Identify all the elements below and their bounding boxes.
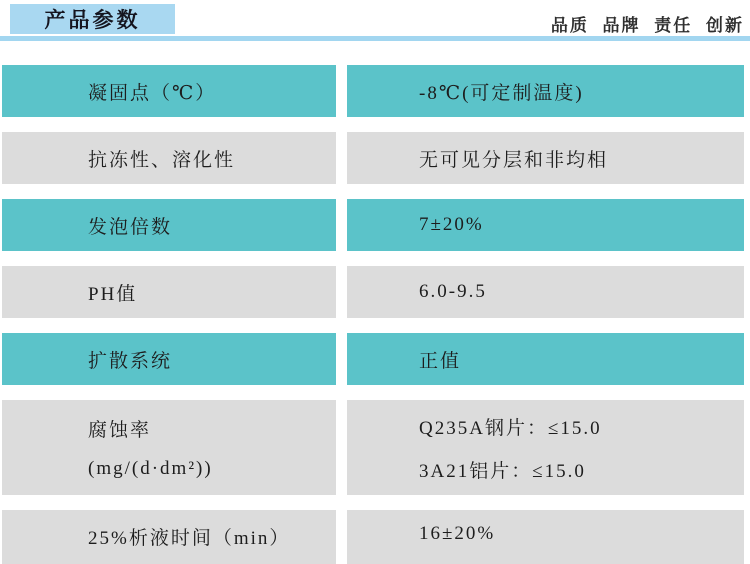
table-row-foaming-ratio (2, 199, 744, 251)
param-name-cell (2, 199, 336, 251)
param-value: 无可见分层和非均相 (419, 149, 609, 171)
brand-tagline: 品质 品牌 责任 创新 (550, 16, 744, 35)
param-value: 16±20% (419, 523, 496, 544)
header-divider (0, 36, 750, 41)
param-value: -8℃(可定制温度) (419, 82, 584, 104)
header (0, 0, 750, 41)
param-name-line2: (mg/(d·dm²)) (88, 458, 213, 479)
param-name: 凝固点（℃） (88, 82, 217, 104)
parameter-table (0, 41, 750, 564)
table-row-freezing-point (2, 65, 744, 117)
param-value: 7±20% (419, 214, 484, 235)
param-name-cell (2, 400, 336, 495)
param-value-cell (347, 510, 744, 564)
param-name-line1: 腐蚀率 (88, 420, 152, 441)
param-value-cell (347, 266, 744, 318)
param-name-cell (2, 510, 336, 564)
param-value-line1: Q235A钢片：≤15.0 (419, 417, 602, 439)
table-row-ph (2, 266, 744, 318)
param-name: 扩散系统 (88, 350, 173, 372)
table-row-diffusion (2, 333, 744, 385)
param-name-cell (2, 266, 336, 318)
param-value-cell (347, 333, 744, 385)
table-row-drainage-time (2, 510, 744, 564)
param-value-cell (347, 400, 744, 495)
param-name: PH值 (88, 283, 138, 305)
page-title: 产品参数 (44, 9, 141, 32)
param-name: 发泡倍数 (88, 216, 173, 238)
param-name-cell (2, 333, 336, 385)
param-value-cell (347, 132, 744, 184)
param-name-cell (2, 132, 336, 184)
param-name: 抗冻性、溶化性 (88, 149, 236, 171)
param-name-cell (2, 65, 336, 117)
table-row-corrosion-rate (2, 400, 744, 495)
table-row-freeze-thaw (2, 132, 744, 184)
param-name: 25%析液时间（min） (88, 528, 291, 549)
param-value: 正值 (419, 350, 462, 372)
param-value-cell (347, 199, 744, 251)
section-title-badge (10, 4, 175, 34)
param-value: 6.0-9.5 (419, 281, 487, 302)
param-value-line2: 3A21铝片：≤15.0 (419, 460, 586, 482)
param-value-cell (347, 65, 744, 117)
